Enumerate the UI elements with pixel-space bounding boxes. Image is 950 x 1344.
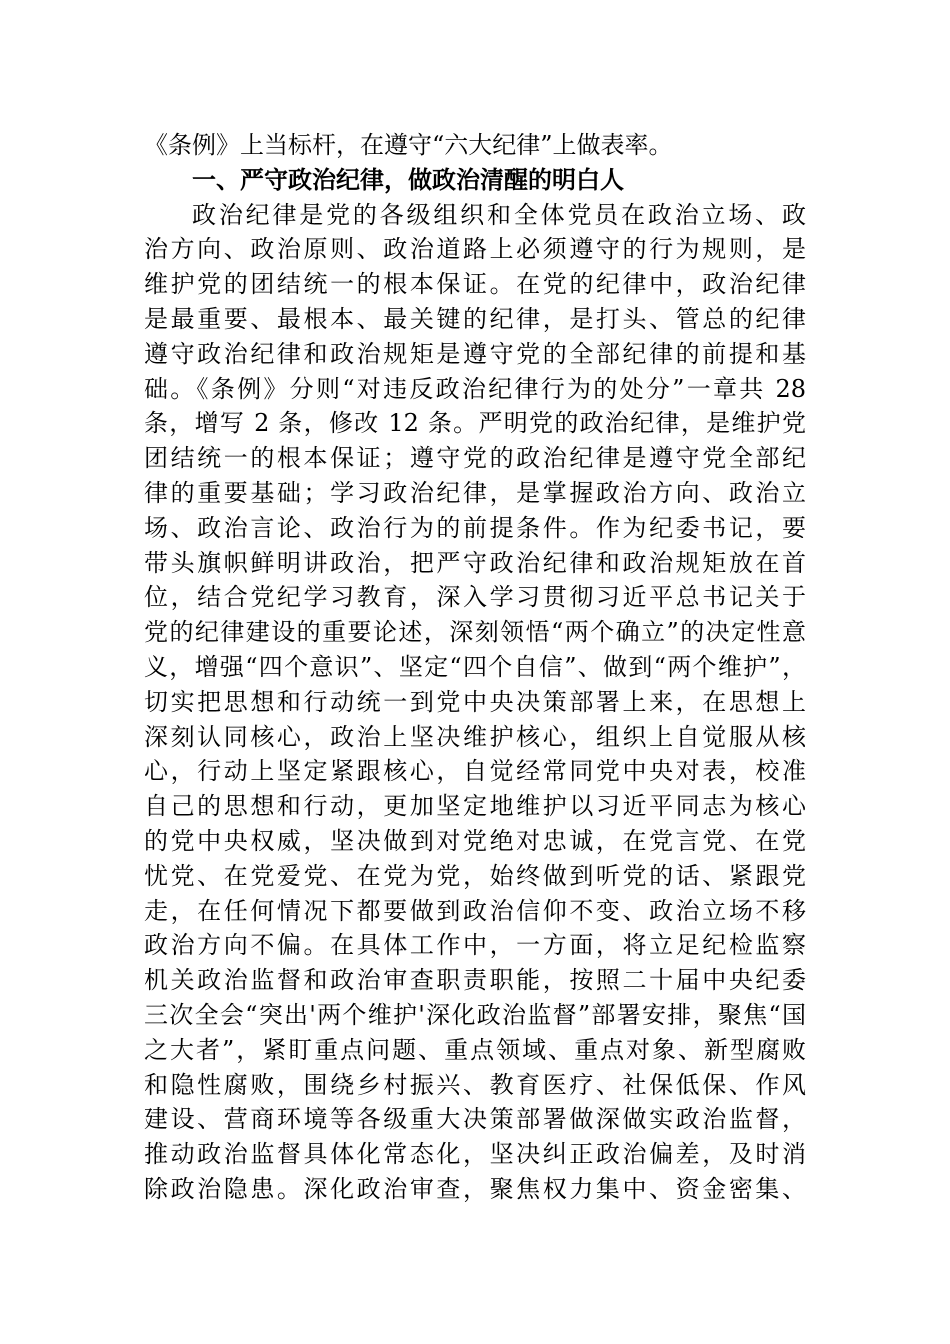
paragraph-line: 带头旗帜鲜明讲政治，把严守政治纪律和政治规矩放在首 xyxy=(144,548,806,577)
paragraph-line: 场、政治言论、政治行为的前提条件。作为纪委书记，要 xyxy=(144,513,806,542)
paragraph-line: 政治纪律是党的各级组织和全体党员在政治立场、政 xyxy=(192,200,806,229)
paragraph-line: 是最重要、最根本、最关键的纪律，是打头、管总的纪律 xyxy=(144,304,806,333)
paragraph-line: 的党中央权威，坚决做到对党绝对忠诚，在党言党、在党 xyxy=(144,826,806,855)
paragraph-line: 推动政治监督具体化常态化，坚决纠正政治偏差，及时消 xyxy=(144,1140,806,1169)
paragraph-line: 础。《条例》分则“对违反政治纪律行为的处分”一章共 28 xyxy=(144,374,806,403)
paragraph-line: 切实把思想和行动统一到党中央决策部署上来，在思想上 xyxy=(144,687,806,716)
paragraph-line: 自己的思想和行动，更加坚定地维护以习近平同志为核心 xyxy=(144,792,806,821)
paragraph-line: 忧党、在党爱党、在党为党，始终做到听党的话、紧跟党 xyxy=(144,861,806,890)
paragraph-line: 和隐性腐败，围绕乡村振兴、教育医疗、社保低保、作风 xyxy=(144,1070,806,1099)
paragraph-line: 维护党的团结统一的根本保证。在党的纪律中，政治纪律 xyxy=(144,270,806,299)
paragraph-line: 之大者”，紧盯重点问题、重点领域、重点对象、新型腐败 xyxy=(144,1035,806,1064)
paragraph-line: 位，结合党纪学习教育，深入学习贯彻习近平总书记关于 xyxy=(144,583,806,612)
paragraph-line: 治方向、政治原则、政治道路上必须遵守的行为规则，是 xyxy=(144,235,806,264)
section-heading: 一、严守政治纪律，做政治清醒的明白人 xyxy=(192,164,624,194)
paragraph-line: 机关政治监督和政治审查职责职能，按照二十届中央纪委 xyxy=(144,966,806,995)
paragraph-line: 律的重要基础；学习政治纪律，是掌握政治方向、政治立 xyxy=(144,478,806,507)
paragraph-line: 团结统一的根本保证；遵守党的政治纪律是遵守党全部纪 xyxy=(144,444,806,473)
paragraph-line: 走，在任何情况下都要做到政治信仰不变、政治立场不移 xyxy=(144,896,806,925)
intro-line: 《条例》上当标杆，在遵守“六大纪律”上做表率。 xyxy=(144,131,673,159)
paragraph-line: 条，增写 2 条，修改 12 条。严明党的政治纪律，是维护党 xyxy=(144,409,806,438)
paragraph-line: 政治方向不偏。在具体工作中，一方面，将立足纪检监察 xyxy=(144,931,806,960)
paragraph-line: 三次全会“突出'两个维护'深化政治监督”部署安排，聚焦“国 xyxy=(144,1000,806,1029)
paragraph-line: 除政治隐患。深化政治审查，聚焦权力集中、资金密集、 xyxy=(144,1174,806,1203)
paragraph-line: 建设、营商环境等各级重大决策部署做深做实政治监督， xyxy=(144,1105,806,1134)
paragraph-line: 遵守政治纪律和政治规矩是遵守党的全部纪律的前提和基 xyxy=(144,339,806,368)
paragraph-line: 深刻认同核心，政治上坚决维护核心，组织上自觉服从核 xyxy=(144,722,806,751)
document-body xyxy=(144,128,806,1207)
paragraph-line: 党的纪律建设的重要论述，深刻领悟“两个确立”的决定性意 xyxy=(144,618,806,647)
paragraph-line: 心，行动上坚定紧跟核心，自觉经常同党中央对表，校准 xyxy=(144,757,806,786)
paragraph-line: 义，增强“四个意识”、坚定“四个自信”、做到“两个维护”， xyxy=(144,652,806,681)
